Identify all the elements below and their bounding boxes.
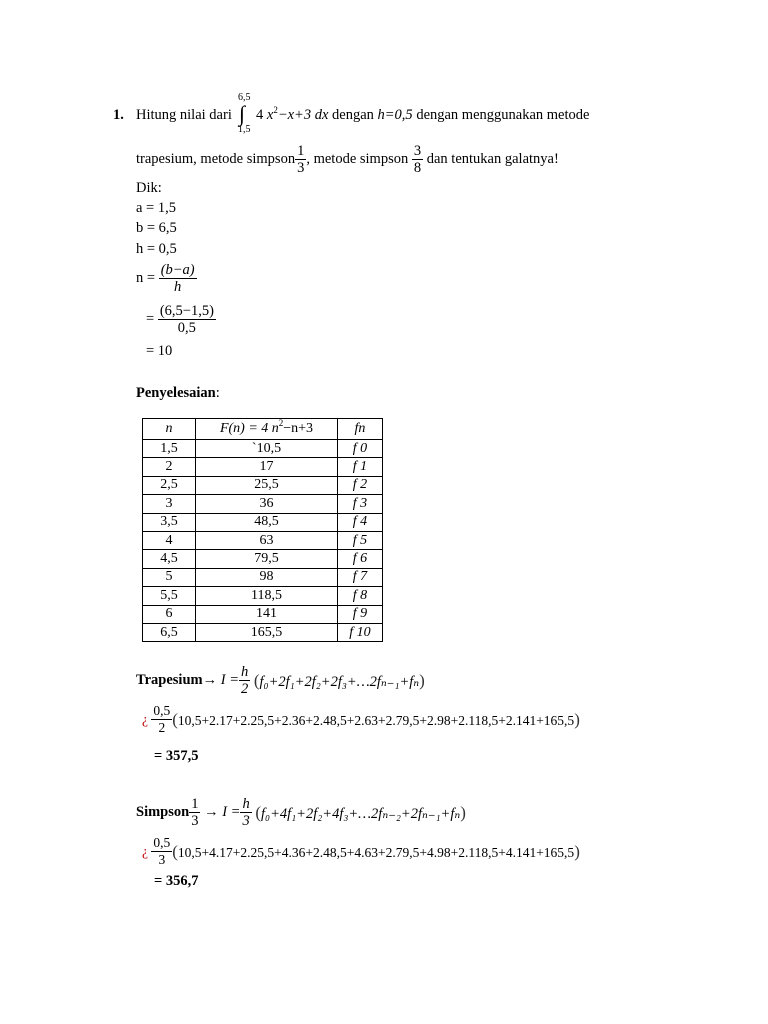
- cell-f-label: f 0: [338, 440, 383, 458]
- cell-n: 3: [143, 495, 196, 513]
- trapesium-formula: Trapesium→ I = $\frac{h}{2}$ (f₀+2f₁+2f₂+2f₃+…2fₙ₋₁+fₙ): [136, 664, 425, 697]
- cell-fn-value: 36: [196, 495, 338, 513]
- simpson13-result: = 356,7: [154, 873, 199, 889]
- solution-title-text: Penyelesaian: [136, 385, 216, 401]
- calc-fraction: [151, 835, 172, 868]
- line2-a: trapesium, metode simpson: [136, 151, 296, 167]
- known-n-substituted: [146, 303, 216, 336]
- known-title: Dik:: [136, 180, 162, 196]
- frac-num: h: [242, 796, 250, 812]
- arrow: →: [204, 804, 219, 820]
- cell-f-label: f 2: [338, 476, 383, 494]
- known-n-formula: [136, 262, 197, 295]
- question-mid2: dengan menggunakan metode: [416, 107, 590, 123]
- frac-num: (6,5−1,5): [159, 303, 214, 319]
- trapesium-calc: ¿ $\frac{0,5}{2}$ (10,5+2.17+2.25,5+2.36+2.48,5+2.63+2.79,5+2.98+2.118,5+2.141+165,5): [142, 703, 580, 735]
- cell-f-label: f 8: [338, 587, 383, 605]
- simpson-expression: f₀+4f₁+2f₂+4f₃+…2fₙ₋₂+2fₙ₋₁+fₙ: [261, 805, 461, 822]
- table-row: [143, 458, 383, 476]
- cell-fn-value: 63: [196, 531, 338, 549]
- cell-fn-value: `10,5: [196, 440, 338, 458]
- table-row: [143, 495, 383, 513]
- frac-den: h: [174, 279, 182, 295]
- table-row: [143, 605, 383, 623]
- table-row: [143, 623, 383, 641]
- known-n-result: = 10: [146, 343, 173, 359]
- trapesium-calc-expression: 10,5+2.17+2.25,5+2.36+2.48,5+2.63+2.79,5+2.98+2.118,5+2.141+165,5: [177, 712, 575, 728]
- h-over-2: [239, 664, 250, 697]
- cell-n: 6,5: [143, 623, 196, 641]
- n-fraction: [159, 262, 197, 295]
- trapesium-label: Trapesium: [136, 672, 203, 688]
- table-row: [143, 476, 383, 494]
- question-number: 1.: [113, 107, 124, 123]
- cell-n: 5,5: [143, 587, 196, 605]
- integral-expression: [256, 107, 589, 124]
- header-fn: fn: [338, 419, 383, 440]
- trapesium-expression: f₀+2f₁+2f₂+2f₃+…2fₙ₋₁+fₙ: [259, 673, 420, 690]
- frac-num: 0,5: [153, 835, 171, 850]
- I-eq: I =: [222, 804, 241, 820]
- cell-f-label: f 4: [338, 513, 383, 531]
- integral-lower-limit: 1,5: [238, 124, 251, 135]
- expr-coef: 4: [256, 107, 264, 123]
- frac-den: 3: [242, 813, 250, 829]
- I-eq: I =: [220, 672, 239, 688]
- header-formula-b: −n+3: [283, 421, 314, 436]
- frac-num: 1: [191, 796, 199, 812]
- table-row: [143, 568, 383, 586]
- cell-fn-value: 98: [196, 568, 338, 586]
- cell-fn-value: 48,5: [196, 513, 338, 531]
- frac-den: 3: [191, 813, 199, 829]
- line2-b: , metode simpson: [306, 151, 409, 167]
- frac-num: 3: [413, 143, 422, 159]
- expr-rest: −x+3: [277, 107, 312, 123]
- frac-num: h: [240, 664, 249, 680]
- expr-dx: dx: [314, 107, 329, 123]
- known-a: a = 1,5: [136, 200, 176, 216]
- table-row: [143, 440, 383, 458]
- header-n: n: [143, 419, 196, 440]
- cell-f-label: f 5: [338, 531, 383, 549]
- cell-f-label: f 9: [338, 605, 383, 623]
- frac-den: 3: [297, 160, 305, 176]
- cell-f-label: f 3: [338, 495, 383, 513]
- calc-prefix: ¿: [142, 843, 148, 859]
- cell-f-label: f 1: [338, 458, 383, 476]
- cell-fn-value: 79,5: [196, 550, 338, 568]
- simpson13-formula: Simpson $\frac{1}{3}$ → I = $\frac{h}{3}$ (f₀+4f₁+2f₂+4f₃+…2fₙ₋₂+2fₙ₋₁+fₙ): [136, 796, 466, 829]
- integral-upper-limit: 6,5: [238, 92, 251, 103]
- simpson-label-fraction: [189, 796, 200, 829]
- cell-n: 2,5: [143, 476, 196, 494]
- cell-n: 1,5: [143, 440, 196, 458]
- cell-n: 6: [143, 605, 196, 623]
- table-row: [143, 587, 383, 605]
- frac-num: 1: [297, 143, 305, 159]
- frac-num: 0,5: [153, 703, 171, 718]
- frac-den: 2: [158, 720, 166, 735]
- fraction-1-3: [295, 143, 306, 176]
- question-intro: [136, 107, 232, 124]
- frac-den: 0,5: [177, 320, 196, 336]
- simpson-calc-expression: 10,5+4.17+2.25,5+4.36+2.48,5+4.63+2.79,5+4.98+2.118,5+4.141+165,5: [177, 844, 575, 860]
- cell-n: 4: [143, 531, 196, 549]
- fraction-3-8: [412, 143, 423, 176]
- line2-c: dan tentukan galatnya!: [426, 151, 559, 167]
- cell-fn-value: 165,5: [196, 623, 338, 641]
- frac-den: 2: [240, 681, 249, 697]
- frac-den: 3: [158, 852, 166, 867]
- question-h-value: h=0,5: [377, 107, 413, 123]
- n-fraction-2: [158, 303, 216, 336]
- cell-n: 2: [143, 458, 196, 476]
- question-mid1: dengan: [332, 107, 374, 123]
- calc-fraction: [151, 703, 172, 736]
- table-row: [143, 531, 383, 549]
- expr-exp: 2: [273, 105, 278, 115]
- simpson-label: Simpson: [136, 804, 190, 820]
- values-table: [142, 418, 383, 642]
- integral-sign: ∫: [239, 101, 246, 126]
- simpson13-calc: ¿ $\frac{0,5}{3}$ (10,5+4.17+2.25,5+4.36+2.48,5+4.63+2.79,5+4.98+2.118,5+4.141+165,5): [142, 835, 580, 867]
- arrow: →: [202, 672, 218, 688]
- frac-den: 8: [413, 160, 422, 176]
- intro-text: Hitung nilai dari: [136, 107, 232, 123]
- cell-n: 4,5: [143, 550, 196, 568]
- known-h: h = 0,5: [136, 241, 177, 257]
- calc-prefix: ¿: [142, 711, 148, 727]
- cell-f-label: f 7: [338, 568, 383, 586]
- cell-fn-value: 118,5: [196, 587, 338, 605]
- frac-num: (b−a): [160, 262, 195, 278]
- table-header-row: [143, 419, 383, 440]
- h-over-3: [240, 796, 251, 829]
- trapesium-result: = 357,5: [154, 748, 199, 764]
- cell-n: 3,5: [143, 513, 196, 531]
- header-fn-formula: [196, 419, 338, 440]
- n-label: n =: [136, 270, 156, 286]
- cell-f-label: f 6: [338, 550, 383, 568]
- table-row: [143, 550, 383, 568]
- table-row: [143, 513, 383, 531]
- solution-title: [136, 385, 220, 402]
- expr-var: x: [266, 107, 274, 123]
- question-line-2: [136, 143, 559, 176]
- cell-n: 5: [143, 568, 196, 586]
- header-formula-exp: 2: [278, 418, 284, 428]
- solution-colon: :: [215, 385, 220, 401]
- cell-fn-value: 25,5: [196, 476, 338, 494]
- known-b: b = 6,5: [136, 220, 177, 236]
- header-formula-a: F(n) = 4 n: [219, 421, 279, 436]
- cell-fn-value: 141: [196, 605, 338, 623]
- cell-f-label: f 10: [338, 623, 383, 641]
- n-eq: =: [146, 311, 155, 327]
- cell-fn-value: 17: [196, 458, 338, 476]
